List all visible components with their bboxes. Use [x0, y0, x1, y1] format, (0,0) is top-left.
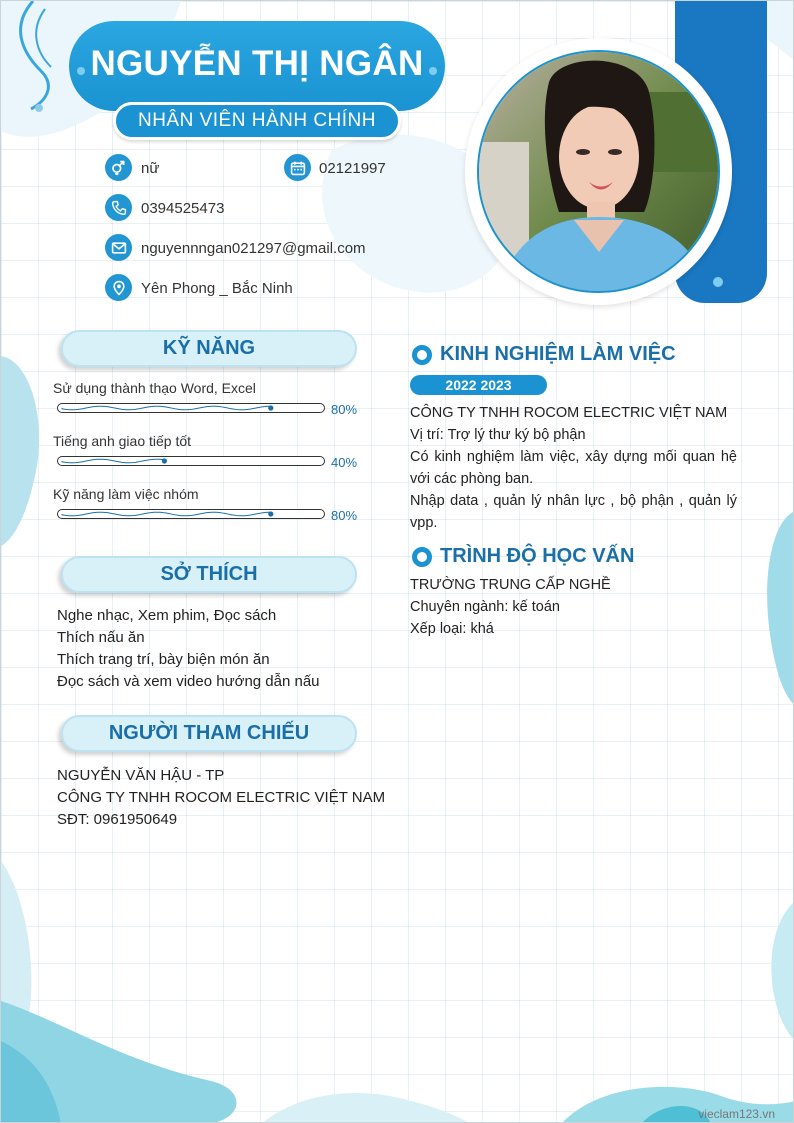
skill-fill-line — [62, 406, 270, 410]
reference-phone: SĐT: 0961950649 — [57, 811, 178, 828]
experience-company: CÔNG TY TNHH ROCOM ELECTRIC VIỆT NAM — [410, 405, 728, 421]
experience-position: Vị trí: Trợ lý thư ký bộ phận — [410, 427, 586, 443]
banner-dot-right — [429, 67, 437, 75]
skill-wave — [58, 404, 324, 412]
skill-label: Sử dụng thành thạo Word, Excel — [53, 380, 256, 396]
skill-percent: 80% — [331, 402, 358, 417]
skill-fill-line — [62, 459, 164, 463]
education-school: TRƯỜNG TRUNG CẤP NGHỀ — [410, 577, 611, 593]
reference-name: NGUYỄN VĂN HẬU - TP — [57, 767, 225, 784]
skill-progress-bar — [57, 509, 325, 519]
skill-fill-line — [62, 512, 270, 516]
skill-progress-bar — [57, 403, 325, 413]
reference-company: CÔNG TY TNHH ROCOM ELECTRIC VIỆT NAM — [57, 789, 386, 806]
skill-progress-bar — [57, 456, 325, 466]
gender-icon — [105, 154, 132, 181]
banner-dot-left — [77, 67, 85, 75]
education-major: Chuyên ngành: kế toán — [410, 599, 560, 615]
education-heading-text: TRÌNH ĐỘ HỌC VẤN — [440, 545, 635, 567]
location-icon — [105, 274, 132, 301]
experience-description: Nhập data , quản lý nhân lực , bộ phận , quản lý vpp. — [410, 493, 737, 531]
skill-level-marker — [268, 511, 273, 516]
profile-photo-frame — [465, 38, 732, 305]
reference-details — [57, 765, 385, 831]
skill-percent: 80% — [331, 508, 358, 523]
experience-details — [410, 402, 737, 534]
hobby-item: Thích trang trí, bày biện món ăn — [57, 651, 270, 668]
phone-icon — [105, 194, 132, 221]
education-details — [410, 574, 737, 640]
skill-wave — [58, 457, 324, 465]
name-banner — [69, 21, 445, 111]
experience-description: Có kinh nghiệm làm việc, xây dựng mối quan hệ với các phòng ban. — [410, 449, 737, 487]
skill-label: Kỹ năng làm việc nhóm — [53, 486, 199, 502]
gender-text: nữ — [141, 160, 160, 177]
profile-photo — [477, 50, 720, 293]
skill-level-marker — [162, 458, 167, 463]
hobbies-list — [57, 605, 320, 693]
address-text: Yên Phong _ Bắc Ninh — [141, 280, 293, 297]
circle-bullet-icon — [412, 345, 432, 365]
skills-heading: KỸ NĂNG — [61, 330, 357, 367]
footer-brand: vieclam123.vn — [698, 1107, 775, 1121]
hobby-item: Nghe nhạc, Xem phim, Đọc sách — [57, 607, 277, 624]
education-heading — [412, 545, 634, 568]
experience-heading-text: KINH NGHIỆM LÀM VIỆC — [440, 343, 676, 365]
circle-bullet-icon — [412, 547, 432, 567]
calendar-icon — [284, 154, 311, 181]
skill-label: Tiếng anh giao tiếp tốt — [53, 433, 192, 449]
skill-level-marker — [268, 405, 273, 410]
email-text: nguyennngan021297@gmail.com — [141, 240, 366, 257]
hobby-item: Thích nấu ăn — [57, 629, 145, 646]
phone-text: 0394525473 — [141, 200, 225, 217]
hobby-item: Đọc sách và xem video hướng dẫn nấu — [57, 673, 320, 690]
full-name: NGUYỄN THỊ NGÂN — [90, 44, 424, 83]
experience-heading — [412, 343, 676, 366]
skill-percent: 40% — [331, 455, 358, 470]
accent-dot — [713, 277, 723, 287]
birthday-text: 02121997 — [319, 160, 386, 177]
email-icon — [105, 234, 132, 261]
education-rank: Xếp loại: khá — [410, 621, 494, 637]
experience-years: 2022 2023 — [410, 375, 547, 395]
reference-heading: NGƯỜI THAM CHIẾU — [61, 715, 357, 752]
job-title: NHÂN VIÊN HÀNH CHÍNH — [113, 102, 401, 140]
skill-wave — [58, 510, 324, 518]
hobbies-heading: SỞ THÍCH — [61, 556, 357, 593]
